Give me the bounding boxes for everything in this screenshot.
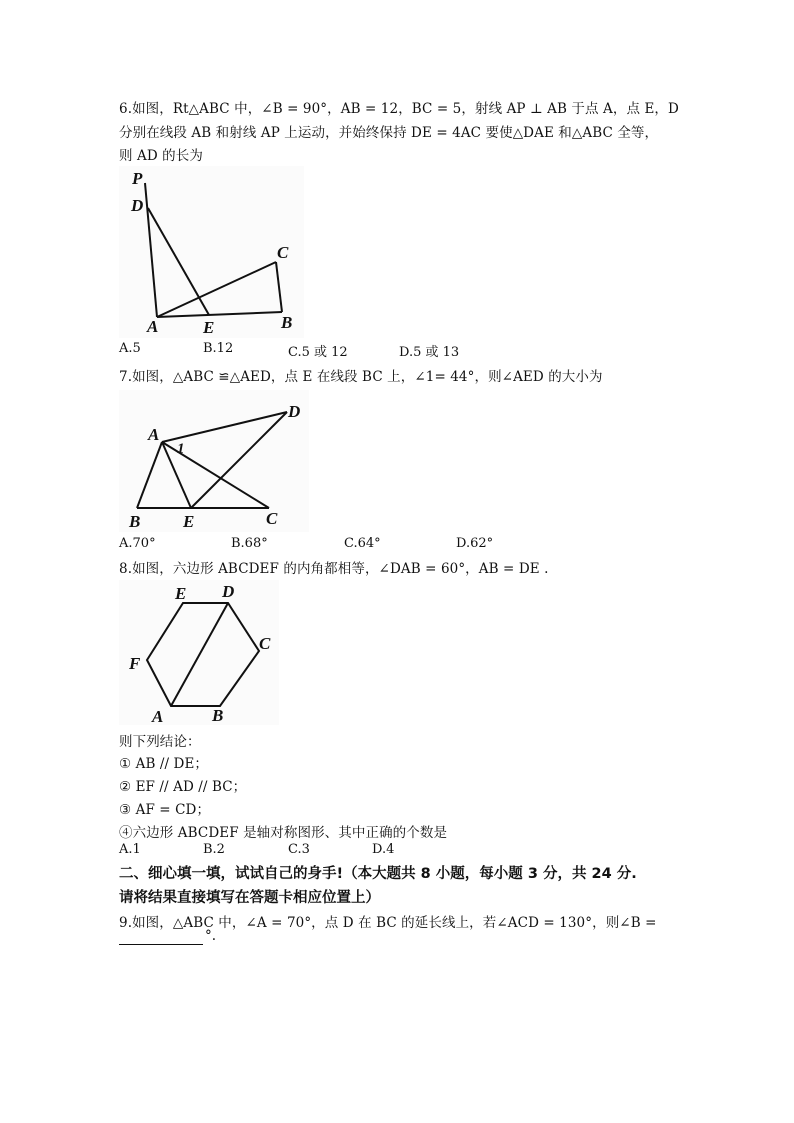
q8-option-b[interactable]: B.2: [203, 842, 225, 857]
q8-hexagon: [147, 603, 259, 706]
q8-label-e: E: [175, 584, 187, 603]
q7-segment-de: [191, 412, 287, 508]
q8-options: [119, 842, 679, 860]
q8-figure: [119, 580, 279, 725]
q7-label-b: B: [129, 512, 141, 531]
q8-conclusion-1: ① AB // DE；: [119, 756, 209, 772]
q6-option-c[interactable]: C.5 或 12: [288, 345, 348, 360]
q7-lines: [137, 412, 287, 508]
q8-label-d: D: [222, 582, 235, 601]
q6-label-c: C: [277, 243, 289, 262]
q6-option-b[interactable]: B.12: [203, 341, 234, 356]
q7-diagram: [119, 390, 309, 532]
section-2-instruction: 请将结果直接填写在答题卡相应位置上）: [119, 890, 380, 906]
q7-segment-ad: [162, 412, 287, 442]
q6-line-3: 则 AD 的长为: [119, 148, 203, 164]
q6-figure: [119, 166, 304, 338]
q8-conclusion-4: ④六边形 ABCDEF 是轴对称图形、其中正确的个数是: [119, 825, 448, 841]
section-2-heading: 二、细心填一填，试试自己的身手!（本大题共 8 小题，每小题 3 分，共 24 分.: [119, 866, 637, 882]
q6-segment-ac: [157, 262, 276, 317]
q6-segment-ab: [157, 312, 282, 317]
q8-lines: [147, 603, 259, 706]
q6-lines: [145, 183, 282, 317]
q7-line-1: 7.如图，△ABC ≌△AED，点 E 在线段 BC 上，∠1= 44°，则∠AED 的大小为: [119, 369, 603, 385]
q8-diagram: [119, 580, 279, 725]
q6-label-e: E: [203, 318, 215, 337]
q9-tail: °.: [205, 928, 217, 944]
q7-label-angle-1: 1: [177, 441, 185, 457]
q9-line-1: 9.如图，△ABC 中，∠A = 70°，点 D 在 BC 的延长线上，若∠ACD = 130°，则∠B =: [119, 915, 657, 931]
q6-label-a: A: [147, 317, 159, 336]
q7-option-c[interactable]: C.64°: [344, 536, 381, 551]
q6-label-d: D: [131, 196, 144, 215]
q6-segment-bc: [276, 262, 282, 312]
q7-label-e: E: [183, 512, 195, 531]
q7-option-d[interactable]: D.62°: [456, 536, 494, 551]
q7-label-c: C: [266, 509, 278, 528]
q6-label-b: B: [281, 313, 293, 332]
q6-option-a[interactable]: A.5: [119, 341, 141, 356]
q9-answer-blank[interactable]: [119, 943, 203, 945]
q6-options: [119, 341, 679, 359]
q6-segment-de: [148, 208, 209, 315]
q8-line-1: 8.如图，六边形 ABCDEF 的内角都相等，∠DAB = 60°，AB = DE .: [119, 561, 549, 577]
q8-option-d[interactable]: D.4: [372, 842, 395, 857]
q8-option-a[interactable]: A.1: [119, 842, 141, 857]
q8-conclusion-3: ③ AF = CD；: [119, 802, 211, 818]
q7-option-a[interactable]: A.70°: [119, 536, 156, 551]
q6-label-p: P: [132, 169, 143, 188]
q6-line-1: 6.如图，Rt△ABC 中，∠B = 90°，AB = 12，BC = 5，射线 AP ⊥ AB 于点 A，点 E，D: [119, 101, 679, 117]
q8-intro: 则下列结论：: [119, 734, 201, 750]
q8-conclusion-2: ② EF // AD // BC；: [119, 779, 247, 795]
q7-label-a: A: [148, 425, 160, 444]
q8-label-b: B: [212, 706, 224, 725]
q8-label-c: C: [259, 634, 271, 653]
q7-segment-ab: [137, 442, 162, 508]
q8-option-c[interactable]: C.3: [288, 842, 310, 857]
q8-label-f: F: [129, 654, 141, 673]
q6-diagram: [119, 166, 304, 338]
q8-label-a: A: [152, 707, 164, 725]
q6-option-d[interactable]: D.5 或 13: [399, 345, 460, 360]
q7-figure: [119, 390, 309, 532]
q7-label-d: D: [288, 402, 301, 421]
q6-ray-ap: [145, 183, 157, 317]
q8-segment-ad: [171, 603, 228, 706]
q6-line-2: 分别在线段 AB 和射线 AP 上运动，并始终保持 DE = 4AC 要使△DAE 和△ABC 全等，: [119, 125, 659, 141]
q7-options: [119, 536, 679, 554]
q7-option-b[interactable]: B.68°: [231, 536, 268, 551]
